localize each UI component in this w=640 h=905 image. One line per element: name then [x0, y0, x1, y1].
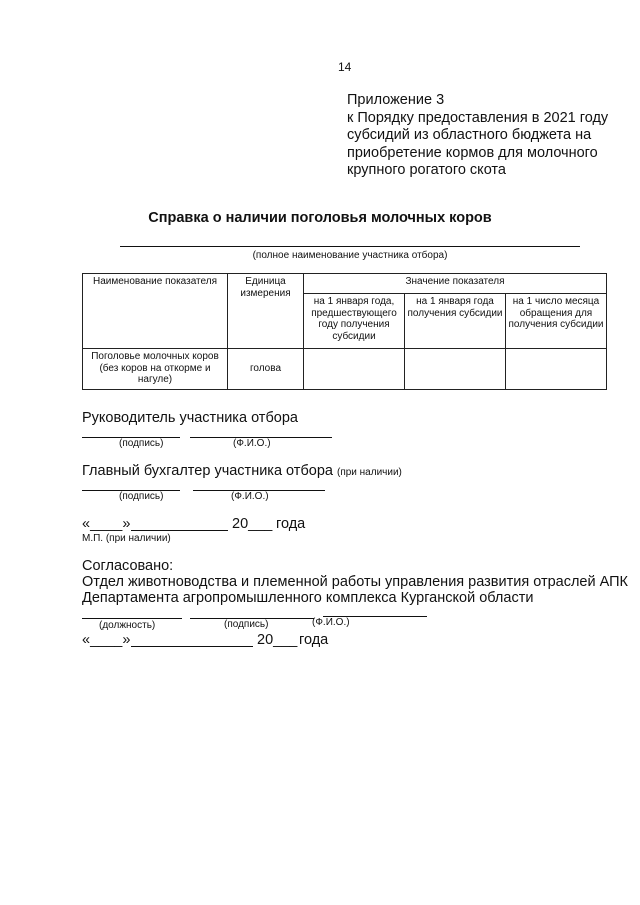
agreed-date-year-prefix: 20___ [257, 632, 298, 648]
accountant-name-caption: (Ф.И.О.) [231, 491, 269, 502]
page-number: 14 [338, 60, 352, 74]
accountant-sign-caption: (подпись) [119, 491, 164, 502]
agreed-dept-line2: Департамента агропромышленного комплекса Курганской области [82, 590, 534, 606]
date-year-prefix: 20___ [232, 516, 273, 532]
agreed-position-caption: (должность) [99, 620, 156, 631]
agreed-dept-line1: Отдел животноводства и племенной работы управления развития отраслей АПК [82, 574, 629, 590]
agreed-label: Согласовано: [82, 558, 174, 574]
annex-line: к Порядку предоставления в 2021 году [347, 109, 609, 126]
header-unit: Единица измерения [228, 274, 304, 349]
date-quote: «____» [82, 516, 131, 532]
accountant-label: Главный бухгалтер участника отбора [82, 463, 333, 479]
agreed-date-month-line [131, 646, 253, 647]
header-value-group: Значение показателя [304, 274, 607, 294]
header-value-prev-year: на 1 января года, предшествующего году получения субсидии [304, 294, 405, 349]
head-sign-caption: (подпись) [119, 438, 164, 449]
row-value-request-month [506, 349, 607, 390]
annex-line: приобретение кормов для молочного [347, 144, 598, 161]
row-unit: голова [228, 349, 304, 390]
accountant-line [82, 463, 402, 479]
annex-line: крупного рогатого скота [347, 162, 506, 178]
header-indicator: Наименование показателя [83, 274, 228, 349]
participant-caption: (полное наименование участника отбора) [252, 250, 448, 261]
head-label: Руководитель участника отбора [82, 410, 298, 426]
agreed-sign-caption: (подпись) [224, 619, 269, 630]
stamp-note: М.П. (при наличии) [82, 533, 171, 544]
annex-header [347, 92, 608, 180]
agreed-name-caption: (Ф.И.О.) [312, 617, 350, 628]
accountant-note: (при наличии) [336, 467, 402, 478]
header-value-request-month: на 1 число месяца обращения для получения субсидии [506, 294, 607, 349]
head-name-caption: (Ф.И.О.) [233, 438, 271, 449]
row-value-prev-year [304, 349, 405, 390]
annex-line: субсидий из областного бюджета на [347, 127, 592, 143]
header-value-current-year: на 1 января года получения субсидии [405, 294, 506, 349]
row-indicator: Поголовье молочных коров (без коров на откорме и нагуле) [83, 349, 228, 390]
annex-line: Приложение 3 [347, 92, 445, 108]
document-title: Справка о наличии поголовья молочных коров [148, 210, 492, 226]
agreed-date-year-suffix: года [299, 632, 329, 648]
date-month-line [131, 530, 228, 531]
participant-name-line [120, 246, 580, 247]
indicator-table [82, 273, 607, 390]
row-value-current-year [405, 349, 506, 390]
date-year-suffix: года [276, 516, 306, 532]
agreed-position-line [82, 618, 182, 619]
agreed-date-quote: «____» [82, 632, 131, 648]
